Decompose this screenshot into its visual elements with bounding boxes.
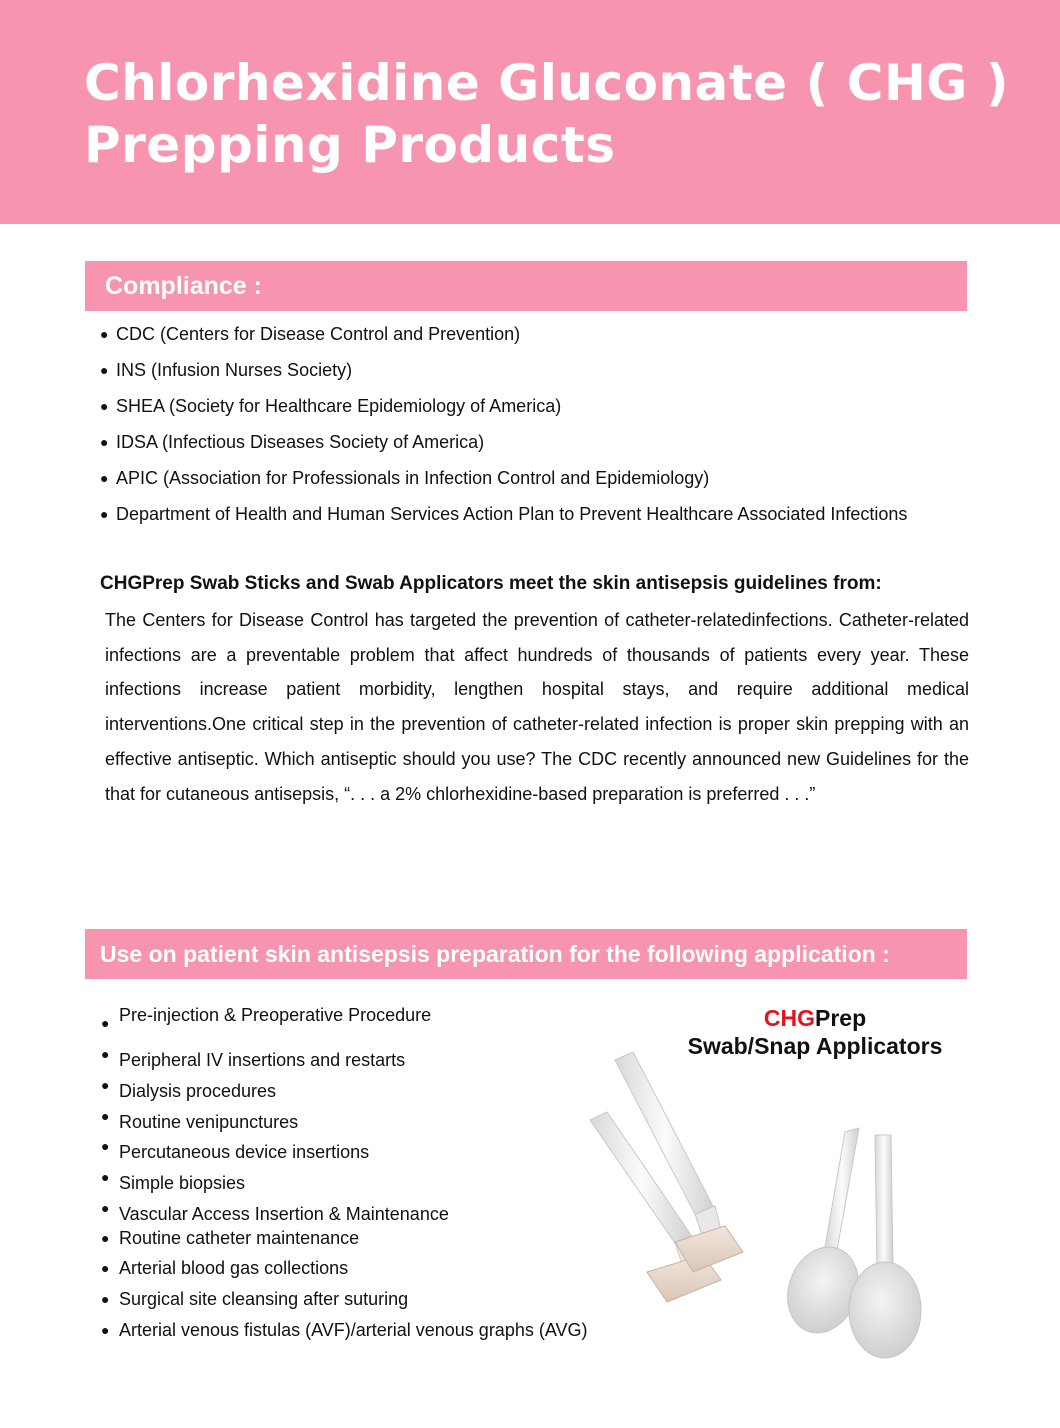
bullet-icon: ●: [101, 1322, 110, 1338]
bullet-icon: ●: [101, 1108, 110, 1124]
page-title-line-2: Prepping Products: [84, 116, 616, 174]
list-item: [100, 352, 907, 388]
list-item-text: CDC (Centers for Disease Control and Prevention): [116, 324, 521, 344]
list-item-text: Department of Health and Human Services Action Plan to Prevent Healthcare Associated Infections: [116, 504, 908, 524]
bullet-icon: ●: [100, 434, 109, 450]
list-item: [100, 460, 907, 496]
bullet-icon: ●: [101, 1291, 110, 1307]
list-item: [100, 316, 907, 352]
list-item: [100, 388, 907, 424]
list-item-text: INS (Infusion Nurses Society): [116, 360, 353, 380]
list-item: [100, 496, 907, 532]
list-item-text: Arterial blood gas collections: [119, 1258, 349, 1278]
list-item-text: APIC (Association for Professionals in Infection Control and Epidemiology): [116, 468, 710, 488]
product-brand-rest: Prep: [814, 1005, 867, 1031]
list-item-text: Peripheral IV insertions and restarts: [119, 1050, 406, 1070]
guidelines-heading: CHGPrep Swab Sticks and Swab Applicators meet the skin antisepsis guidelines from:: [100, 573, 882, 594]
bullet-icon: ●: [101, 1260, 110, 1276]
compliance-heading: Compliance :: [85, 261, 967, 311]
bullet-icon: ●: [100, 470, 109, 486]
page-title: [84, 52, 1009, 176]
list-item-text: Dialysis procedures: [119, 1081, 277, 1101]
bullet-icon: ●: [101, 1200, 110, 1216]
bullet-icon: ●: [100, 398, 109, 414]
list-item-text: Arterial venous fistulas (AVF)/arterial venous graphs (AVG): [119, 1320, 588, 1340]
header-banner: [0, 0, 1060, 224]
bullet-icon: ●: [101, 1169, 110, 1185]
page-title-line-1: Chlorhexidine Gluconate ( CHG ): [84, 54, 1010, 112]
list-item: [100, 424, 907, 460]
bullet-icon: ●: [100, 362, 109, 378]
list-item-text: Simple biopsies: [119, 1173, 246, 1193]
list-item-text: Pre-injection & Preoperative Procedure: [119, 1005, 432, 1025]
list-item-text: Percutaneous device insertions: [119, 1142, 370, 1162]
bullet-icon: ●: [101, 1077, 110, 1093]
bullet-icon: ●: [100, 326, 109, 342]
bullet-icon: ●: [101, 1015, 110, 1031]
bullet-icon: ●: [101, 1046, 110, 1062]
product-brand: [650, 1004, 980, 1032]
swab-applicators-image: [575, 1040, 995, 1410]
list-item-text: Surgical site cleansing after suturing: [119, 1289, 409, 1309]
guidelines-paragraph: The Centers for Disease Control has targeted the prevention of catheter-relatedinfections. Catheter-related infections are a preventable problem that affect hundreds of thousands of patients every year. These infections increase patient morbidity, lengthen hospital stays, and require additional medical interventions.One critical step in the prevention of catheter-related infection is proper skin prepping with an effective antiseptic. Which antiseptic should you use? The CDC recently announced new Guidelines for the that for cutaneous antisepsis, “. . . a 2% chlorhexidine-based preparation is preferred . . .”: [105, 610, 969, 804]
list-item-text: Routine venipunctures: [119, 1112, 299, 1132]
list-item-text: Routine catheter maintenance: [119, 1228, 360, 1248]
bullet-icon: ●: [100, 506, 109, 522]
snap-applicator-right: [849, 1135, 921, 1358]
compliance-list: [100, 316, 907, 532]
list-item-text: IDSA (Infectious Diseases Society of America): [116, 432, 485, 452]
bullet-icon: ●: [101, 1138, 110, 1154]
product-subtitle: Swab/Snap Applicators: [687, 1033, 943, 1059]
application-heading: Use on patient skin antisepsis preparation for the following application :: [85, 929, 967, 979]
list-item-text: Vascular Access Insertion & Maintenance: [119, 1204, 449, 1224]
product-brand-red: CHG: [763, 1005, 815, 1031]
list-item-text: SHEA (Society for Healthcare Epidemiology of America): [116, 396, 562, 416]
bullet-icon: ●: [101, 1230, 110, 1246]
